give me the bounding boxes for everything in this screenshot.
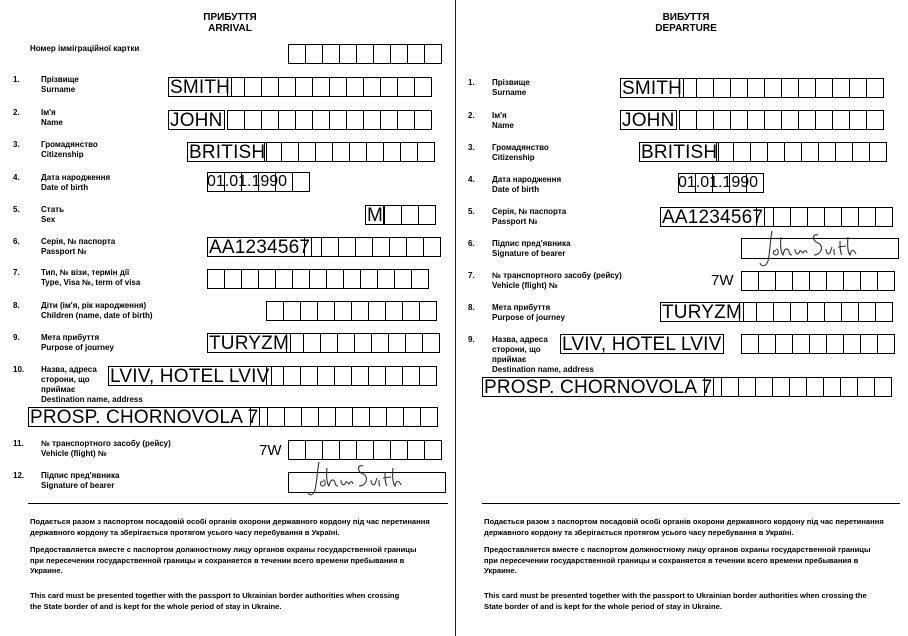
footer-ua: Подається разом з паспортом посадовій особі органів охорони державного кордону під час перетинання державного кордону та зберігається протягом усього часу перебування в Україні. xyxy=(484,517,884,537)
arrival-title xyxy=(195,12,265,34)
destination-boxes-2[interactable] xyxy=(704,377,891,397)
name-value[interactable]: JOHN xyxy=(622,110,675,131)
citizenship-boxes[interactable] xyxy=(716,142,886,162)
departure-title xyxy=(651,12,721,34)
field-number: 6. xyxy=(13,237,20,246)
field-number: 5. xyxy=(13,205,20,214)
visa-label: Тип, № візи, термін дії Type, Visa №, term of visa xyxy=(41,268,141,287)
footer-ua: Подається разом з паспортом посадовій особі органів охорони державного кордону під час перетинання державного кордону та зберігається протягом усього часу перебування в Україні. xyxy=(30,517,430,537)
dob-value[interactable]: 01.01.1990 xyxy=(207,173,288,190)
destination-label: Назва, адреса сторони, що приймає Destination name, address xyxy=(492,335,594,374)
surname-boxes[interactable] xyxy=(679,78,883,98)
vehicle-value[interactable]: 7W xyxy=(259,442,282,459)
vehicle-label: № транспортного засобу (рейсу) Vehicle (flight) № xyxy=(492,271,622,290)
destination-value-2[interactable]: PROSP. CHORNOVOLA 7 xyxy=(30,407,259,428)
destination-boxes-1[interactable] xyxy=(741,334,894,354)
purpose-boxes[interactable] xyxy=(286,333,439,353)
children-label: Діти (ім'я, рік народження) Children (name, date of birth) xyxy=(41,301,153,320)
purpose-boxes[interactable] xyxy=(739,302,892,322)
signature-icon xyxy=(305,458,415,498)
citizenship-value[interactable]: BRITISH xyxy=(641,142,718,163)
name-label: Ім'я Name xyxy=(492,111,514,130)
surname-label: Прізвище Surname xyxy=(492,78,530,97)
passport-boxes[interactable] xyxy=(304,237,440,257)
departure-title-ua: ВИБУТТЯ xyxy=(662,12,710,23)
footer-ru: Предоставляется вместе с паспортом должностному лицу органов охраны государственной границы при пересечении государственной границы и сохраняется в течении всего времени пребывания в Украине. xyxy=(30,545,417,575)
destination-value-1[interactable]: LVIV, HOTEL LVIV xyxy=(110,366,270,387)
signature-label: Підпис пред'явника Signature of bearer xyxy=(41,471,120,490)
footer-en: This card must be presented together with the passport to Ukrainian border authorities when crossing the State border of and is kept for the whole period of stay in Ukraine. xyxy=(30,591,400,611)
name-label: Ім'я Name xyxy=(41,108,63,127)
name-boxes[interactable] xyxy=(679,110,883,130)
field-number: 4. xyxy=(13,173,20,182)
vehicle-value[interactable]: 7W xyxy=(711,272,734,289)
dob-value[interactable]: 01.01.1990 xyxy=(678,174,759,191)
destination-boxes-2[interactable] xyxy=(250,407,437,427)
destination-value-1[interactable]: LVIV, HOTEL LVIV xyxy=(562,334,722,355)
field-number: 5. xyxy=(468,207,475,216)
footer-ru: Предоставляется вместе с паспортом должностному лицу органов охраны государственной границы при пересечении государственной границы и сохраняется в течении всего времени пребывания в Украине. xyxy=(484,545,871,575)
card-number-field[interactable] xyxy=(288,44,441,64)
card-number-label: Номер імміграційної картки xyxy=(30,44,140,53)
surname-label: Прізвище Surname xyxy=(41,75,79,94)
field-number: 2. xyxy=(13,108,20,117)
name-boxes[interactable] xyxy=(227,110,431,130)
name-value[interactable]: JOHN xyxy=(170,110,223,131)
signature-label: Підпис пред'явника Signature of bearer xyxy=(492,239,571,258)
field-number: 8. xyxy=(13,301,20,310)
field-number: 4. xyxy=(468,175,475,184)
dob-boxes[interactable] xyxy=(678,173,763,193)
passport-value[interactable]: AA1234567 xyxy=(662,207,764,228)
field-number: 6. xyxy=(468,239,475,248)
purpose-label: Мета прибуття Purpose of journey xyxy=(41,333,114,352)
passport-boxes[interactable] xyxy=(756,207,892,227)
field-number: 9. xyxy=(13,333,20,342)
dob-boxes[interactable] xyxy=(207,172,309,192)
citizenship-boxes[interactable] xyxy=(264,142,434,162)
dob-label: Дата народження Date of birth xyxy=(492,175,562,194)
field-number: 9. xyxy=(468,335,475,344)
arrival-title-ua: ПРИБУТТЯ xyxy=(203,12,257,23)
vehicle-boxes[interactable] xyxy=(741,271,894,291)
visa-boxes[interactable] xyxy=(207,269,428,289)
field-number: 1. xyxy=(468,78,475,87)
field-number: 2. xyxy=(468,111,475,120)
field-number: 3. xyxy=(468,143,475,152)
surname-boxes[interactable] xyxy=(227,77,431,97)
citizenship-label: Громадянство Citizenship xyxy=(492,143,549,162)
passport-label: Серія, № паспорта Passport № xyxy=(492,207,567,226)
vehicle-boxes[interactable] xyxy=(288,440,441,460)
departure-card xyxy=(455,0,908,636)
destination-label: Назва, адреса сторони, що приймає Destination name, address xyxy=(41,365,143,404)
field-number: 8. xyxy=(468,303,475,312)
purpose-value[interactable]: TURYZM xyxy=(662,302,743,323)
dob-label: Дата народження Date of birth xyxy=(41,173,111,192)
citizenship-label: Громадянство Citizenship xyxy=(41,140,98,159)
surname-value[interactable]: SMITH xyxy=(170,77,231,98)
vehicle-label: № транспортного засобу (рейсу) Vehicle (flight) № xyxy=(41,439,171,458)
children-boxes[interactable] xyxy=(266,301,436,321)
destination-boxes-1[interactable] xyxy=(266,366,436,386)
signature-icon xyxy=(756,227,871,272)
purpose-label: Мета прибуття Purpose of journey xyxy=(492,303,565,322)
departure-title-en: DEPARTURE xyxy=(655,23,717,34)
passport-label: Серія, № паспорта Passport № xyxy=(41,237,116,256)
passport-value[interactable]: AA1234567 xyxy=(209,237,311,258)
citizenship-value[interactable]: BRITISH xyxy=(189,142,266,163)
field-number: 12. xyxy=(13,471,25,480)
field-number: 7. xyxy=(13,268,20,277)
field-number: 1. xyxy=(13,75,20,84)
field-number: 11. xyxy=(13,439,24,448)
field-number: 3. xyxy=(13,140,20,149)
footer-en: This card must be presented together with the passport to Ukrainian border authorities when crossing the State border of and is kept for the whole period of stay in Ukraine. xyxy=(484,591,867,611)
sex-boxes[interactable] xyxy=(384,205,435,225)
field-number: 10. xyxy=(13,365,25,374)
field-number: 7. xyxy=(468,271,475,280)
purpose-value[interactable]: TURYZM xyxy=(209,333,290,354)
destination-value-2[interactable]: PROSP. CHORNOVOLA 7 xyxy=(484,377,713,398)
surname-value[interactable]: SMITH xyxy=(622,78,683,99)
sex-label: Стать Sex xyxy=(41,205,64,224)
arrival-title-en: ARRIVAL xyxy=(208,23,252,34)
sex-value[interactable]: M xyxy=(367,205,384,226)
